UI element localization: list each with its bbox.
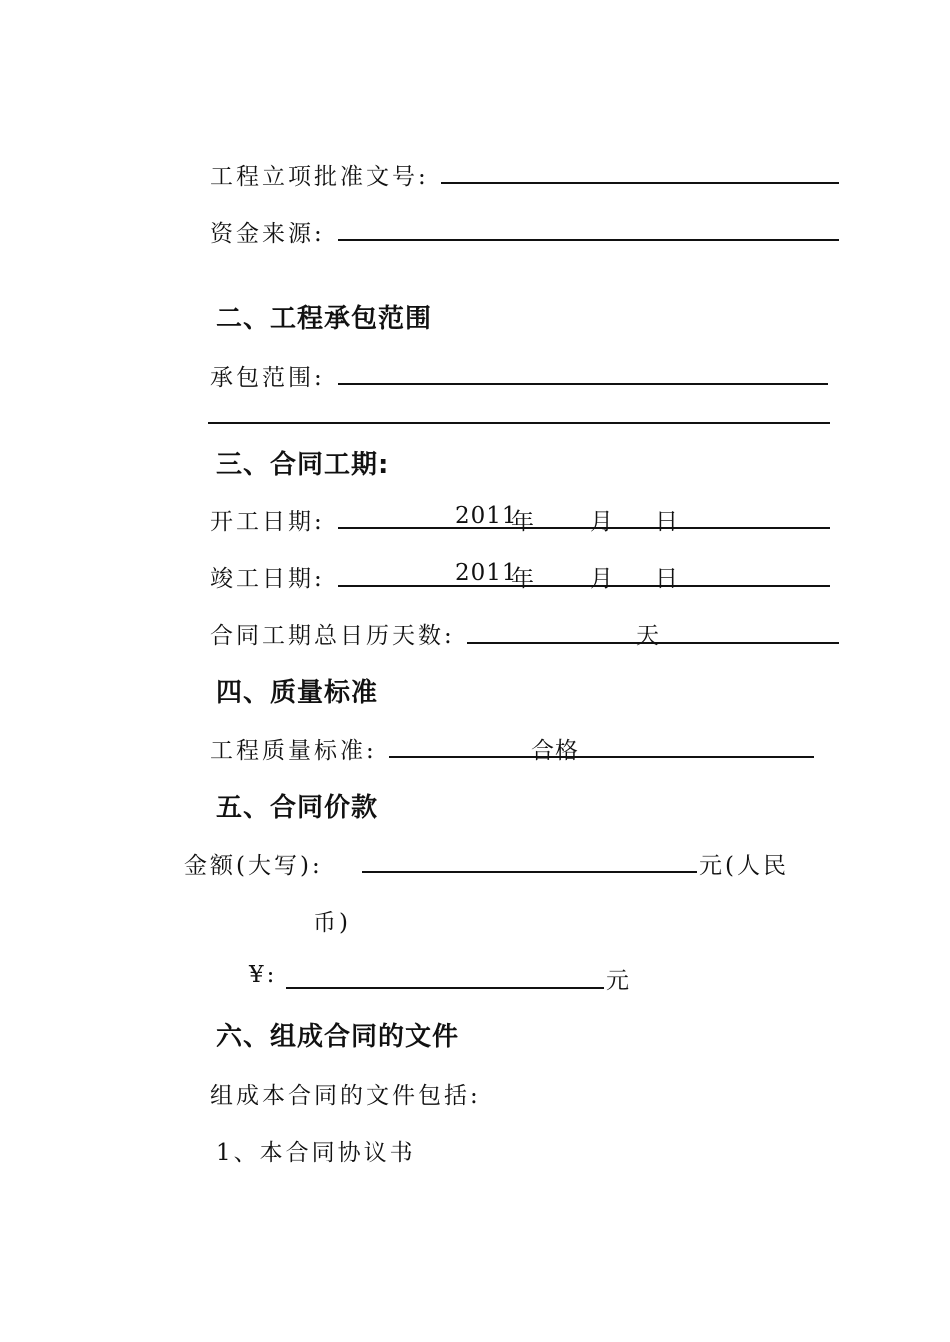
amount-unit-part2: 币) — [313, 910, 351, 936]
approval-number-field[interactable] — [441, 180, 839, 184]
scope-field-line1[interactable] — [338, 381, 828, 385]
total-days-label: 合同工期总日历天数: — [210, 623, 455, 649]
amount-unit-part1: 元(人民 — [699, 853, 789, 879]
finish-date-year: 2011 — [455, 560, 518, 586]
yen-label: ¥: — [249, 962, 278, 988]
start-date-year-unit: 年 — [511, 509, 535, 535]
finish-date-month-unit: 月 — [590, 566, 614, 592]
start-date-label: 开工日期: — [210, 509, 325, 535]
finish-date-year-unit: 年 — [511, 566, 535, 592]
yen-field[interactable] — [286, 985, 604, 989]
funding-source-label: 资金来源: — [210, 221, 325, 247]
quality-field[interactable] — [389, 754, 814, 758]
amount-label: 金额(大写): — [184, 853, 323, 879]
start-date-month-unit: 月 — [590, 509, 614, 535]
quality-value: 合格 — [531, 738, 579, 764]
total-days-unit: 天 — [636, 623, 660, 649]
yen-unit: 元 — [606, 968, 632, 994]
price-heading: 五、合同价款 — [216, 793, 379, 823]
funding-source-field[interactable] — [338, 237, 839, 241]
docs-item-1: 1、本合同协议书 — [216, 1140, 416, 1166]
start-date-year: 2011 — [455, 503, 518, 529]
quality-heading: 四、质量标准 — [216, 678, 379, 708]
scope-field-line2[interactable] — [208, 420, 830, 424]
period-heading: 三、合同工期: — [216, 450, 390, 480]
start-date-field[interactable] — [338, 525, 830, 529]
finish-date-day-unit: 日 — [655, 566, 679, 592]
docs-heading: 六、组成合同的文件 — [216, 1022, 460, 1052]
amount-field[interactable] — [362, 869, 697, 873]
scope-label: 承包范围: — [210, 365, 325, 391]
finish-date-field[interactable] — [338, 583, 830, 587]
finish-date-label: 竣工日期: — [210, 566, 325, 592]
start-date-day-unit: 日 — [655, 509, 679, 535]
docs-intro: 组成本合同的文件包括: — [210, 1083, 481, 1109]
quality-label: 工程质量标准: — [210, 738, 377, 764]
approval-number-label: 工程立项批准文号: — [210, 164, 429, 190]
scope-heading: 二、工程承包范围 — [216, 304, 433, 334]
